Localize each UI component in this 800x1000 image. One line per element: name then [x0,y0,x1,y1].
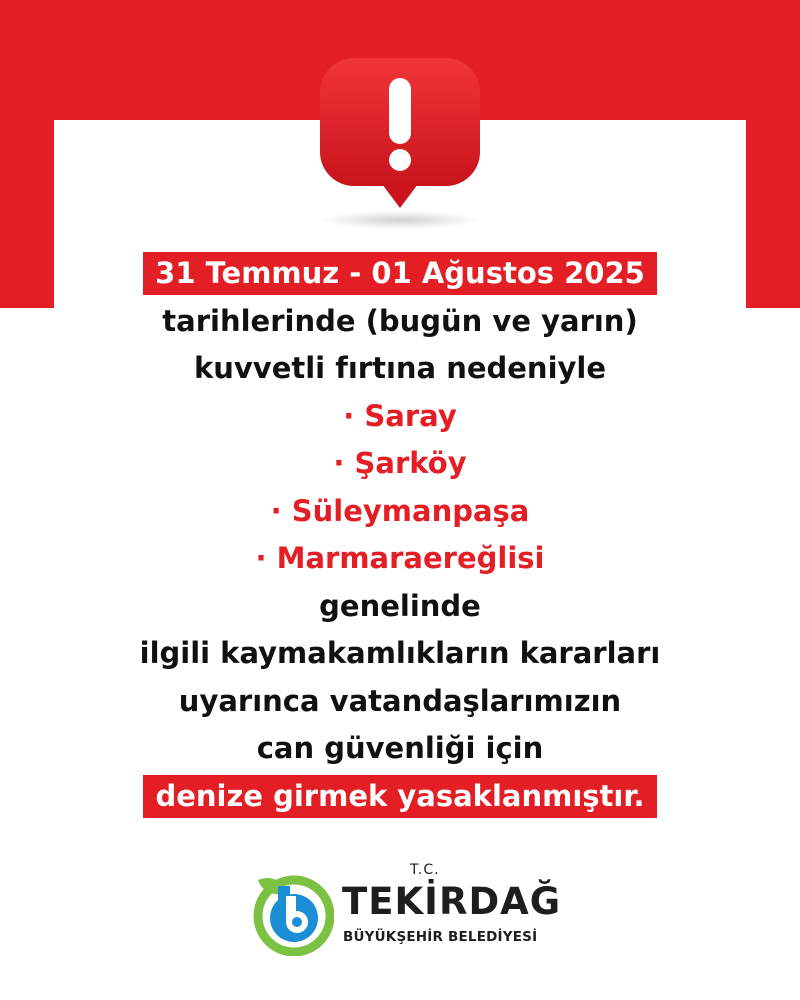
logo-prefix: T.C. [410,862,440,878]
district-item: · Saray [343,398,457,433]
district-item: · Şarköy [333,446,467,480]
district-item: · Süleymanpaşa [270,493,530,528]
notice-line-decision: ilgili kaymakamlıkların kararları [139,636,661,670]
notice-text [54,250,746,820]
notice-line-safety: can güvenliği için [256,731,544,765]
exclamation-alert-icon [300,48,500,233]
notice-line-reason: kuvvetli fırtına nedeniyle [193,351,607,385]
logo-subtitle: BÜYÜKŞEHİR BELEDİYESİ [343,929,538,945]
logo-name: TEKİRDAĞ [342,880,562,923]
ban-highlight: denize girmek yasaklanmıştır. [143,775,656,818]
date-range-highlight: 31 Temmuz - 01 Ağustos 2025 [143,252,657,295]
notice-line-when: tarihlerinde (bugün ve yarın) [162,303,638,338]
district-item: · Marmaraereğlisi [255,541,545,575]
notice-line-citizens: uyarınca vatandaşlarımızın [178,683,622,718]
notice-line-general: genelinde [319,588,481,623]
municipality-emblem-icon [250,872,334,956]
tekirdag-municipality-logo [250,858,570,958]
